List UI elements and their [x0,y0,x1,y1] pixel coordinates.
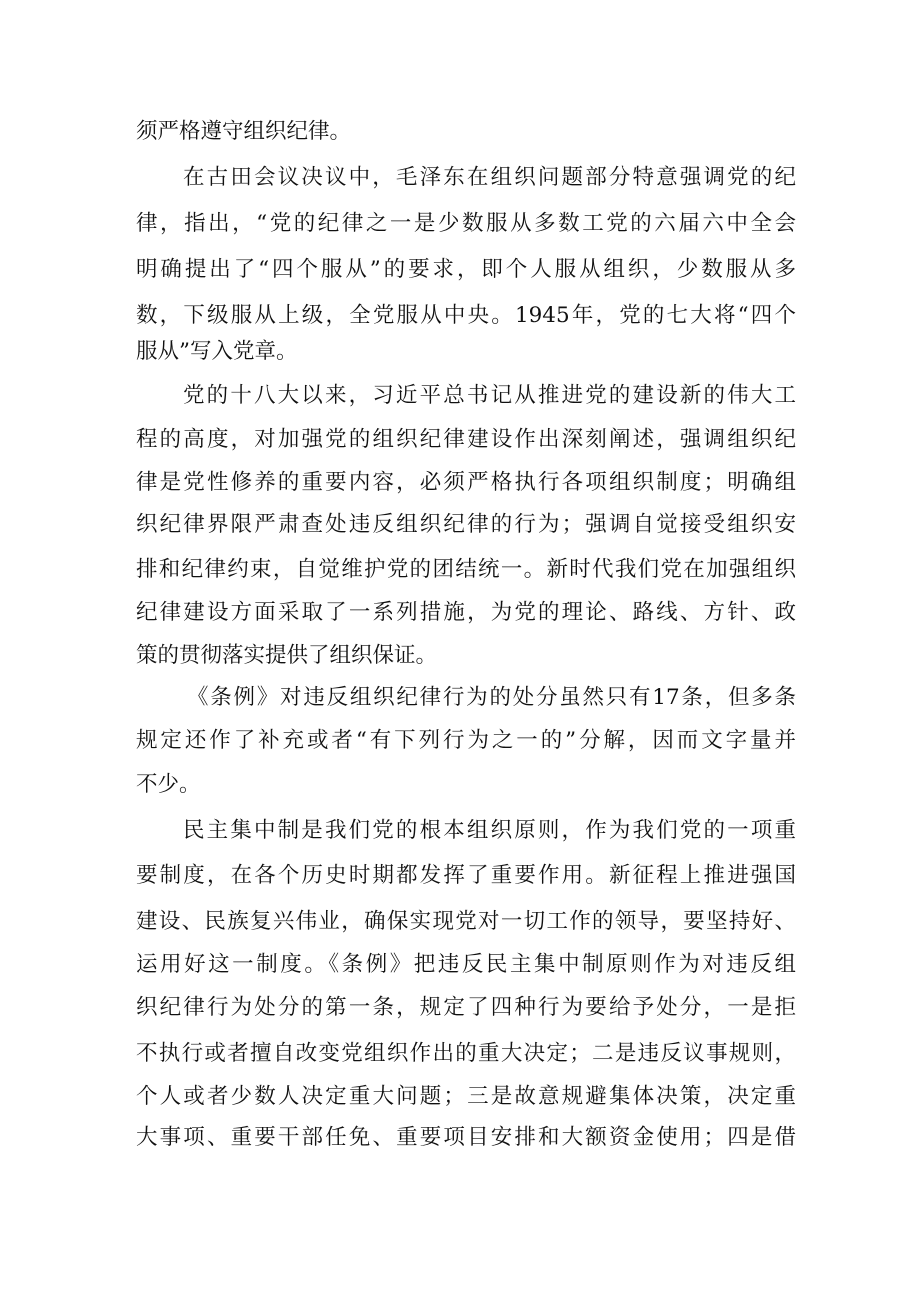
text-line: 纪律建设方面采取了一系列措施，为党的理论、路线、方针、政 [136,600,796,625]
text-line: 程的高度，对加强党的组织纪律建设作出深刻阐述，强调组织纪 [136,427,796,452]
text-line: 要制度，在各个历史时期都发挥了重要作用。新征程上推进强国 [136,863,796,888]
text-line: 民主集中制是我们党的根本组织原则，作为我们党的一项重 [183,818,796,843]
text-line: 个人或者少数人决定重大问题；三是故意规避集体决策，决定重 [136,1084,796,1109]
text-line: 排和纪律约束，自觉维护党的团结统一。新时代我们党在加强组织 [136,557,796,582]
text-line: 服从”写入党章。 [136,339,298,364]
text-line: 律，指出，“党的纪律之一是少数服从多数工党的六届六中全会 [136,211,796,236]
text-line: 明确提出了“四个服从”的要求，即个人服从组织，少数服从多 [136,257,796,282]
text-line: 建设、民族复兴伟业，确保实现党对一切工作的领导，要坚持好、 [136,909,796,934]
text-line: 在古田会议决议中，毛泽东在组织问题部分特意强调党的纪 [183,165,796,190]
text-line: 律是党性修养的重要内容，必须严格执行各项组织制度；明确组 [136,470,796,495]
text-line: 《条例》对违反组织纪律行为的处分虽然只有17条，但多条 [187,685,796,710]
text-line: 织纪律界限严肃查处违反组织纪律的行为；强调自觉接受组织安 [136,512,796,537]
text-line: 不执行或者擅自改变党组织作出的重大决定；二是违反议事规则， [136,1041,796,1066]
text-line: 大事项、重要干部任免、重要项目安排和大额资金使用；四是借 [136,1125,796,1150]
text-line: 须严格遵守组织纪律。 [136,119,352,144]
text-line: 策的贯彻落实提供了组织保证。 [136,643,438,668]
text-line: 党的十八大以来，习近平总书记从推进党的建设新的伟大工 [183,383,796,408]
text-line: 织纪律行为处分的第一条，规定了四种行为要给予处分，一是拒 [136,995,796,1020]
text-line: 规定还作了补充或者“有下列行为之一的”分解，因而文字量并 [136,728,796,753]
text-line: 数，下级服从上级，全党服从中央。1945年，党的七大将“四个 [136,303,796,328]
text-line: 不少。 [136,772,201,797]
text-line: 运用好这一制度。《条例》把违反民主集中制原则作为对违反组 [136,952,796,977]
